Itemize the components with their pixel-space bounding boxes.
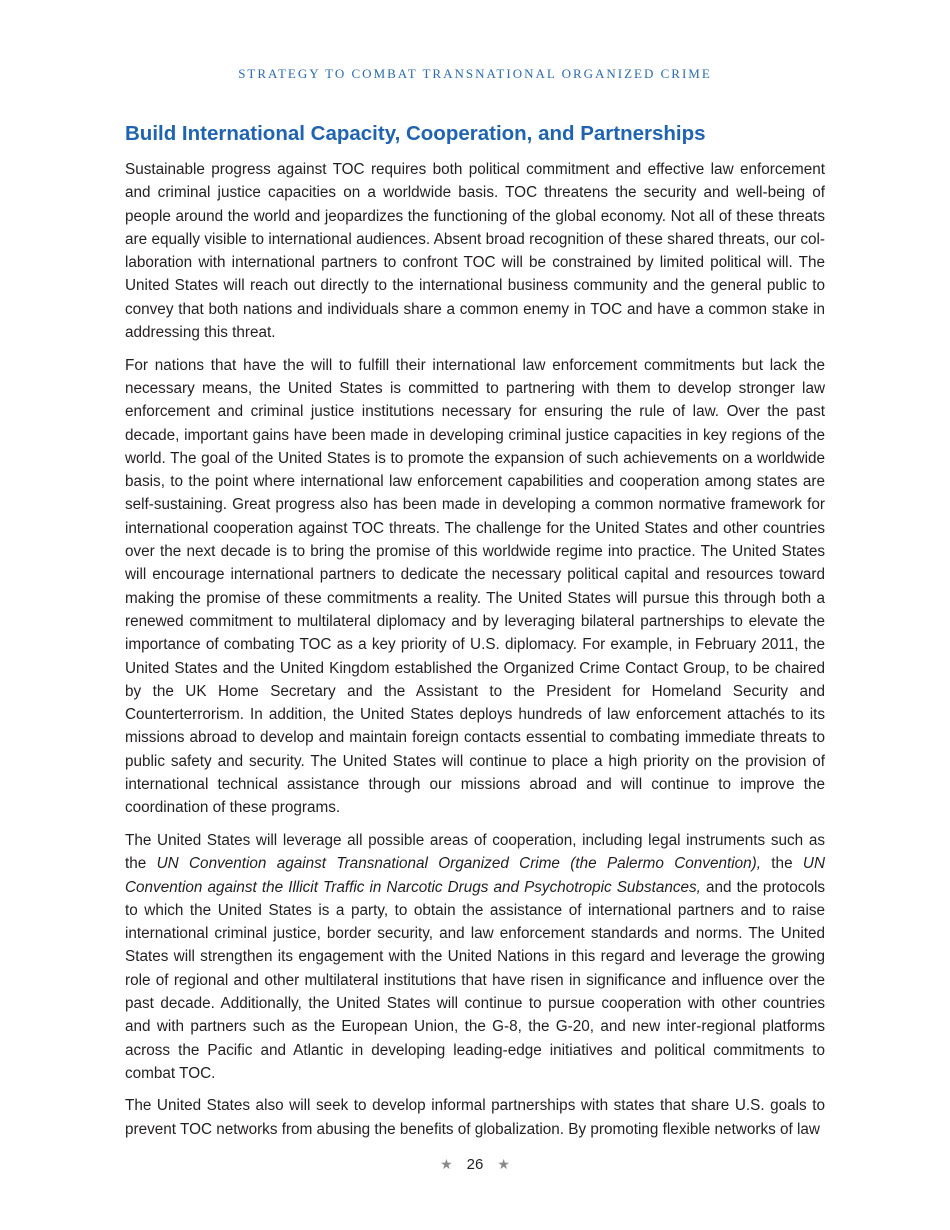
paragraph-3-text-c: and the protocols to which the United States is a party, to obtain the assistance of international partners and to raise international criminal justice, border security, and law enforcement standards and norms. The United States will strengthen its engagement with the United Nations in this regard and leverage the growing role of regional and other multilateral institutions that have risen in significance and influence over the past decade. Additionally, the United States will continue to pursue cooperation with other countries and with partners such as the European Union, the G-8, the G-20, and new inter-regional platforms across the Pacific and Atlantic in developing leading-edge initiatives and political commitments to combat TOC. <box>125 878 826 1082</box>
paragraph-2: For nations that have the will to fulfill their international law enforcement commitments but lack the necessary means, the United States is committed to partnering with them to develop stronger law enforcement and criminal justice institutions necessary for ensuring the rule of law. Over the past decade, important gains have been made in developing criminal justice capacities in key regions of the world. The goal of the United States is to promote the expansion of such achievements on a worldwide basis, to the point where international law enforcement capabilities and cooperation among states are self-sustaining. Great progress also has been made in developing a common normative framework for international cooperation against TOC threats. The challenge for the United States and other countries over the next decade is to bring the promise of this worldwide regime into practice. The United States will encourage international partners to dedicate the necessary political capital and resources toward making the promise of these commitments a reality. The United States will pursue this through both a renewed commitment to multilateral diplomacy and by leveraging bilateral partnerships to elevate the importance of combating TOC as a key priority of U.S. diplomacy. For example, in February 2011, the United States and the United Kingdom established the Organized Crime Contact Group, to be chaired by the UK Home Secretary and the Assistant to the President for Homeland Security and Counterterrorism. In addition, the United States deploys hundreds of law enforcement attachés to its missions abroad to develop and maintain foreign contacts essential to combating immediate threats to public safety and security. The United States will continue to place a high priority on the provision of international technical assistance through our missions abroad and will continue to improve the coordination of these programs. <box>125 356 825 817</box>
body-content <box>125 120 825 1150</box>
paragraph-1: Sustainable progress against TOC requires both political commitment and effective law enforcement and criminal justice capacities on a worldwide basis. TOC threatens the security and well-being of people around the world and jeopardizes the functioning of the global economy. Not all of these threats are equally visible to international audiences. Absent broad recognition of these shared threats, our collaboration with international partners to confront TOC will be constrained by limited political will. The United States will reach out directly to the international business community and the general public to convey that both nations and individuals share a common enemy in TOC and have a common stake in addressing this threat. <box>125 161 825 342</box>
paragraph-4: The United States also will seek to develop informal partnerships with states that share U.S. goals to prevent TOC networks from abusing the benefits of globalization. By promoting flexible networks of law <box>125 1097 825 1138</box>
paragraph-3-text-b: the <box>760 855 803 873</box>
star-icon: ★ <box>440 1156 453 1172</box>
section-title: Build International Capacity, Cooperation, and Partnerships <box>125 122 706 145</box>
paragraph-3 <box>125 829 825 1085</box>
page-footer <box>0 1156 950 1173</box>
paragraph-3-text-a: The United States will leverage all possible areas of cooperation, including legal instruments such as the <box>125 831 825 873</box>
page-number: 26 <box>466 1156 484 1173</box>
running-header: STRATEGY TO COMBAT TRANSNATIONAL ORGANIZED CRIME <box>238 66 712 81</box>
palermo-convention-title: UN Convention against Transnational Organized Crime (the Palermo Convention), <box>156 855 761 873</box>
narcotics-convention-title: UN Convention against the Illicit Traffic in Narcotic Drugs and Psychotropic Substances, <box>125 855 826 896</box>
star-icon: ★ <box>497 1156 510 1172</box>
